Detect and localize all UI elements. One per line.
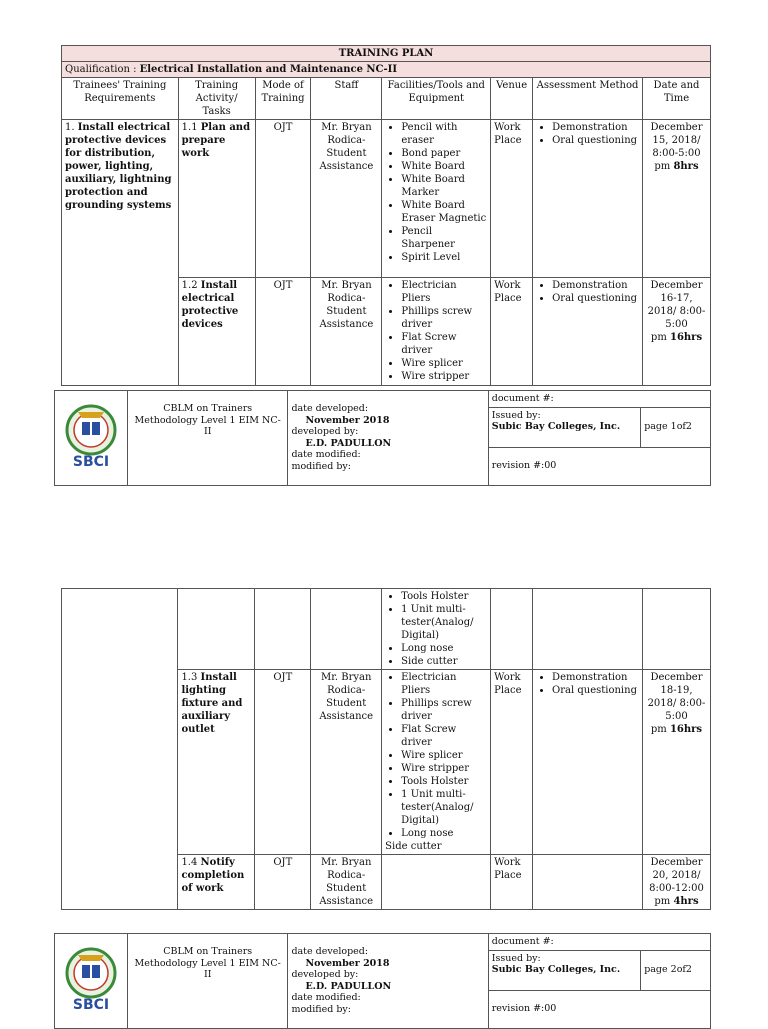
- task-cell: 1.1 Plan and prepare work: [178, 120, 255, 278]
- header-activity: Training Activity/ Tasks: [178, 78, 255, 120]
- qualification-value: Electrical Installation and Maintenance NC-II: [139, 64, 398, 75]
- list-item: • Flat Screw driver: [401, 331, 487, 357]
- list-item: • 1 Unit multi-tester(Analog/ Digital): [401, 603, 487, 642]
- svg-text:SBCI: SBCI: [72, 997, 110, 1013]
- list-item: Side cutter: [385, 841, 442, 852]
- date-cell: December 20, 2018/ 8:00-12:00 pm 4hrs: [642, 855, 710, 910]
- list-item: • Pencil Sharpener: [401, 225, 487, 251]
- table-row: [62, 589, 711, 670]
- header-row: [62, 78, 711, 120]
- staff-cell: Mr. Bryan Rodica-Student Assistance: [311, 120, 382, 278]
- facilities-cell: [382, 855, 491, 910]
- page-number: page 2of2: [641, 950, 711, 990]
- facilities-cell: [382, 278, 491, 386]
- mode-cell: OJT: [255, 855, 311, 910]
- header-venue: Venue: [491, 78, 533, 120]
- mode-cell: OJT: [255, 278, 311, 386]
- requirement-cell: [62, 589, 178, 910]
- list-item: • Electrician Pliers: [401, 671, 487, 697]
- facilities-cell: [382, 120, 491, 278]
- header-date: Date and Time: [643, 78, 711, 120]
- venue-cell: Work Place: [491, 120, 533, 278]
- mode-cell: OJT: [255, 670, 311, 855]
- list-item: • Spirit Level: [401, 251, 487, 264]
- facilities-cell: [382, 589, 491, 670]
- page-number: page 1of2: [641, 407, 711, 447]
- svg-text:SBCI: SBCI: [72, 454, 110, 470]
- list-item: • Tools Holster: [401, 590, 487, 603]
- qualification-label: Qualification :: [65, 64, 140, 75]
- staff-cell: Mr. Bryan Rodica-Student Assistance: [311, 670, 382, 855]
- list-item: • Demonstration: [552, 279, 639, 292]
- list-item: • Wire splicer: [401, 357, 487, 370]
- sbci-logo-icon: [60, 943, 122, 1015]
- header-staff: Staff: [311, 78, 382, 120]
- list-item: • White Board: [401, 160, 487, 173]
- task-cell: 1.4 Notify completion of work: [178, 855, 255, 910]
- task-cell: 1.3 Install lighting fixture and auxiliary outlet: [178, 670, 255, 855]
- list-item: • Oral questioning: [552, 292, 639, 305]
- list-item: • Wire splicer: [401, 749, 487, 762]
- revision-number: revision #:00: [488, 447, 710, 485]
- list-item: • White Board Eraser Magnetic: [401, 199, 487, 225]
- document-footer: [54, 390, 711, 486]
- assessment-cell: [533, 855, 643, 910]
- header-mode: Mode of Training: [255, 78, 311, 120]
- list-item: • Wire stripper: [401, 370, 487, 383]
- issued-by: Issued by: Subic Bay Colleges, Inc.: [488, 950, 640, 990]
- mode-cell: OJT: [255, 120, 311, 278]
- plan-title: TRAINING PLAN: [62, 46, 711, 62]
- document-number: document #:: [488, 391, 710, 408]
- training-plan-table-continued: [61, 588, 711, 910]
- issued-by: Issued by: Subic Bay Colleges, Inc.: [488, 407, 640, 447]
- list-item: • Phillips screw driver: [401, 305, 487, 331]
- list-item: • Electrician Pliers: [401, 279, 487, 305]
- requirement-cell: 1. Install electrical protective devices for distribution, power, lighting, auxiliary, lightning protection and grounding systems: [62, 120, 179, 386]
- list-item: • Side cutter: [401, 655, 487, 668]
- document-footer: [54, 933, 711, 1029]
- qualification-row: [62, 62, 711, 78]
- task-cell: 1.2 Install electrical protective devices: [178, 278, 255, 386]
- date-cell: December 15, 2018/ 8:00-5:00 pm 8hrs: [643, 120, 711, 278]
- training-plan-table: [61, 45, 711, 386]
- list-item: • Demonstration: [552, 671, 639, 684]
- table-row: [62, 120, 711, 278]
- cblm-title: CBLM on Trainers Methodology Level 1 EIM NC-II: [127, 391, 287, 486]
- assessment-cell: [533, 670, 643, 855]
- list-item: • Oral questioning: [552, 134, 639, 147]
- facilities-cell: [382, 670, 491, 855]
- staff-cell: Mr. Bryan Rodica-Student Assistance: [311, 855, 382, 910]
- date-cell: December 16-17, 2018/ 8:00-5:00 pm 16hrs: [643, 278, 711, 386]
- development-info: date developed: November 2018 developed by: E.D. PADULLON date modified: modified by:: [288, 934, 488, 1029]
- list-item: • Wire stripper: [401, 762, 487, 775]
- sbci-logo-icon: [60, 400, 122, 472]
- document-number: document #:: [488, 934, 710, 951]
- venue-cell: Work Place: [491, 670, 533, 855]
- list-item: • Pencil with eraser: [401, 121, 487, 147]
- cblm-title: CBLM on Trainers Methodology Level 1 EIM NC-II: [127, 934, 287, 1029]
- list-item: • Long nose: [401, 827, 487, 840]
- development-info: date developed: November 2018 developed by: E.D. PADULLON date modified: modified by:: [288, 391, 488, 486]
- date-cell: December 18-19, 2018/ 8:00-5:00 pm 16hrs: [642, 670, 710, 855]
- assessment-cell: [533, 120, 643, 278]
- school-logo: [55, 391, 128, 486]
- list-item: • 1 Unit multi-tester(Analog/ Digital): [401, 788, 487, 827]
- revision-number: revision #:00: [488, 990, 710, 1028]
- header-facilities: Facilities/Tools and Equipment: [382, 78, 491, 120]
- school-logo: [55, 934, 128, 1029]
- list-item: • Oral questioning: [552, 684, 639, 697]
- venue-cell: Work Place: [491, 278, 533, 386]
- list-item: • Long nose: [401, 642, 487, 655]
- assessment-cell: [533, 278, 643, 386]
- list-item: • Flat Screw driver: [401, 723, 487, 749]
- list-item: • Bond paper: [401, 147, 487, 160]
- list-item: • Phillips screw driver: [401, 697, 487, 723]
- header-requirements: Trainees' Training Requirements: [62, 78, 179, 120]
- list-item: • White Board Marker: [401, 173, 487, 199]
- list-item: • Tools Holster: [401, 775, 487, 788]
- list-item: • Demonstration: [552, 121, 639, 134]
- staff-cell: Mr. Bryan Rodica-Student Assistance: [311, 278, 382, 386]
- venue-cell: Work Place: [491, 855, 533, 910]
- header-assessment: Assessment Method: [533, 78, 643, 120]
